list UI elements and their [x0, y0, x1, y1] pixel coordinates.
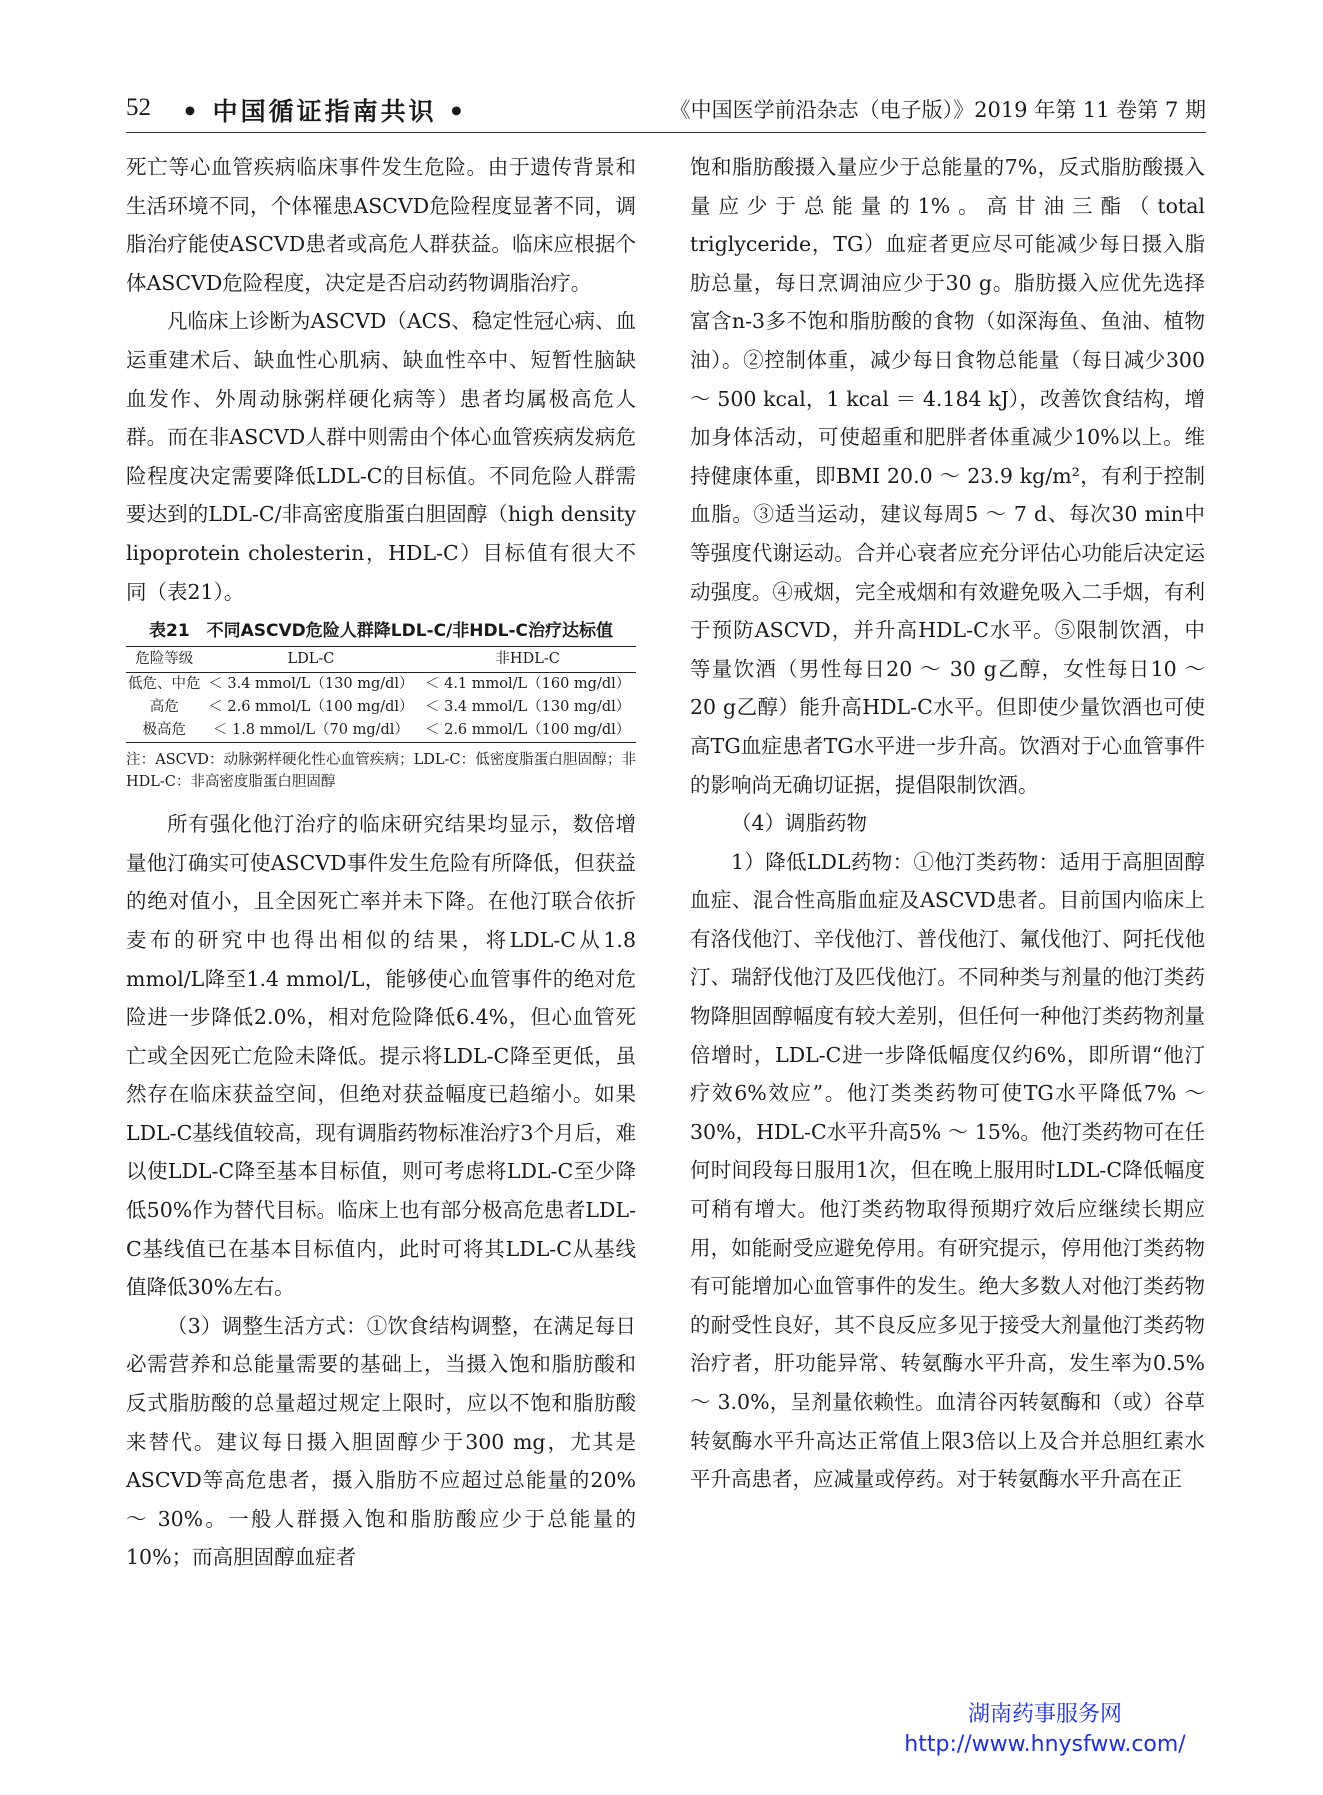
table-cell: ＜ 2.6 mmol/L（100 mg/dl）: [208, 699, 414, 716]
table-cell: 高危: [149, 699, 179, 716]
table-cell: ＜ 3.4 mmol/L（130 mg/dl）: [208, 676, 414, 693]
subsection-heading: （4）调脂药物: [731, 811, 868, 836]
paragraph: （3）调整生活方式：①饮食结构调整，在满足每日必需营养和总能量需要的基础上，当摄入饱和脂肪酸和反式脂肪酸的总量超过规定上限时，应以不饱和脂肪酸来替代。建议每日摄入胆固醇少于300 mg，尤其是ASCVD等高危患者，摄入脂肪不应超过总能量的20% ～ 30%。一般人群摄入饱和脂肪酸应少于总能量的10%；而高胆固醇血症者: [126, 1313, 636, 1570]
watermark: [880, 1700, 1210, 1760]
paragraph: 所有强化他汀治疗的临床研究结果均显示，数倍增量他汀确实可使ASCVD事件发生危险有所降低，但获益的绝对值小，且全因死亡率并未下降。在他汀联合依折麦布的研究中也得出相似的结果，将LDL-C从1.8 mmol/L降至1.4 mmol/L，能够使心血管事件的绝对危险进一步降低2.0%，相对危险降低6.4%，但心血管死亡或全因死亡危险未降低。提示将LDL-C降至更低，虽然存在临床获益空间，但绝对获益幅度已趋缩小。如果LDL-C基线值较高，现有调脂药物标准治疗3个月后，难以使LDL-C降至基本目标值，则可考虑将LDL-C至少降低50%作为替代目标。临床上也有部分极高危患者LDL-C基线值已在基本目标值内，此时可将其LDL-C从基线值降低30%左右。: [126, 812, 636, 1300]
page-number: 52: [126, 94, 151, 121]
table-cell: 极高危: [126, 719, 203, 743]
table-cell: ＜ 2.6 mmol/L（100 mg/dl）: [419, 719, 636, 743]
table-caption: 表21 不同ASCVD危险人群降LDL-C/非HDL-C治疗达标值: [148, 621, 614, 642]
watermark-site-name: 湖南药事服务网: [967, 1702, 1122, 1727]
journal-title: 《中国医学前沿杂志（电子版）》2019 年第 11 卷第 7 期: [669, 98, 1206, 122]
paragraph: 凡临床上诊断为ASCVD（ACS、稳定性冠心病、血运重建术后、缺血性心肌病、缺血性卒中、短暂性脑缺血发作、外周动脉粥样硬化病等）患者均属极高危人群。而在非ASCVD人群中则需由个体心血管疾病发病危险程度决定需要降低LDL-C的目标值。不同危险人群需要达到的LDL-C/非高密度脂蛋白胆固醇（high density lipoprotein cholesterin，HDL-C）目标值有很大不同（表21）。: [126, 309, 636, 604]
table-header-cell: 非HDL-C: [419, 647, 636, 673]
table-row: [126, 696, 636, 719]
table-note: 注：ASCVD：动脉粥样硬化性心血管疾病；LDL-C：低密度脂蛋白胆固醇；非HDL-C：非高密度脂蛋白胆固醇: [126, 752, 636, 791]
table-cell: ＜ 3.4 mmol/L（130 mg/dl）: [424, 699, 631, 716]
table-row: [126, 673, 636, 697]
table-21: [126, 621, 636, 793]
table-cell: ＜ 1.8 mmol/L（70 mg/dl）: [203, 719, 420, 743]
paragraph: 饱和脂肪酸摄入量应少于总能量的7%，反式脂肪酸摄入量应少于总能量的1%。高甘油三酯（total triglyceride，TG）血症者更应尽可能减少每日摄入脂肪总量，每日烹调油应少于30 g。脂肪摄入应优先选择富含n-3多不饱和脂肪酸的食物（如深海鱼、鱼油、植物油）。②控制体重，减少每日食物总能量（每日减少300 ～ 500 kcal，1 kcal ＝ 4.184 kJ），改善饮食结构，增加身体活动，可使超重和肥胖者体重减少10%以上。维持健康体重，即BMI 20.0 ～ 23.9 kg/m²，有利于控制血脂。③适当运动，建议每周5 ～ 7 d、每次30 min中等强度代谢运动。合并心衰者应充分评估心功能后决定运动强度。④戒烟，完全戒烟和有效避免吸入二手烟，有利于预防ASCVD，并升高HDL-C水平。⑤限制饮酒，中等量饮酒（男性每日20 ～ 30 g乙醇，女性每日10 ～ 20 g乙醇）能升高HDL-C水平。但即使少量饮酒也可使高TG血症患者TG水平进一步升高。饮酒对于心血管事件的影响尚无确切证据，提倡限制饮酒。: [690, 155, 1205, 797]
table-row: [126, 719, 636, 743]
paragraph: 1）降低LDL药物：①他汀类药物：适用于高胆固醇血症、混合性高脂血症及ASCVD患者。目前国内临床上有洛伐他汀、辛伐他汀、普伐他汀、氟伐他汀、阿托伐他汀、瑞舒伐他汀及匹伐他汀。不同种类与剂量的他汀类药物降胆固醇幅度有较大差别，但任何一种他汀类药物剂量倍增时，LDL-C进一步降低幅度仅约6%，即所谓“他汀疗效6%效应”。他汀类类药物可使TG水平降低7% ～ 30%，HDL-C水平升高5% ～ 15%。他汀类药物可在任何时间段每日服用1次，但在晚上服用时LDL-C降低幅度可稍有增大。他汀类药物取得预期疗效后应继续长期应用，如能耐受应避免停用。有研究提示，停用他汀类药物有可能增加心血管事件的发生。绝大多数人对他汀类药物的耐受性良好，其不良反应多见于接受大剂量他汀类药物治疗者，肝功能异常、转氨酶水平升高，发生率为0.5% ～ 3.0%，呈剂量依赖性。血清谷丙转氨酶和（或）谷草转氨酶水平升高达正常值上限3倍以上及合并总胆红素水平升高患者，应减量或停药。对于转氨酶水平升高在正: [690, 849, 1205, 1492]
target-values-table: [126, 646, 636, 743]
paragraph: 死亡等心血管疾病临床事件发生危险。由于遗传背景和生活环境不同，个体罹患ASCVD危险程度显著不同，调脂治疗能使ASCVD患者或高危人群获益。临床应根据个体ASCVD危险程度，决定是否启动药物调脂治疗。: [126, 155, 636, 295]
table-header-cell: 危险等级: [126, 647, 203, 673]
left-column: [126, 148, 636, 1577]
watermark-url: http://www.hnysfww.com/: [904, 1732, 1186, 1757]
section-title: • 中国循证指南共识 •: [182, 97, 468, 126]
right-column: [690, 148, 1205, 1499]
header-divider: [126, 132, 1206, 133]
running-header: [126, 88, 1206, 128]
table-cell: 低危、中危: [128, 676, 201, 693]
table-header-cell: LDL-C: [203, 647, 420, 673]
table-cell: ＜ 4.1 mmol/L（160 mg/dl）: [424, 676, 631, 693]
